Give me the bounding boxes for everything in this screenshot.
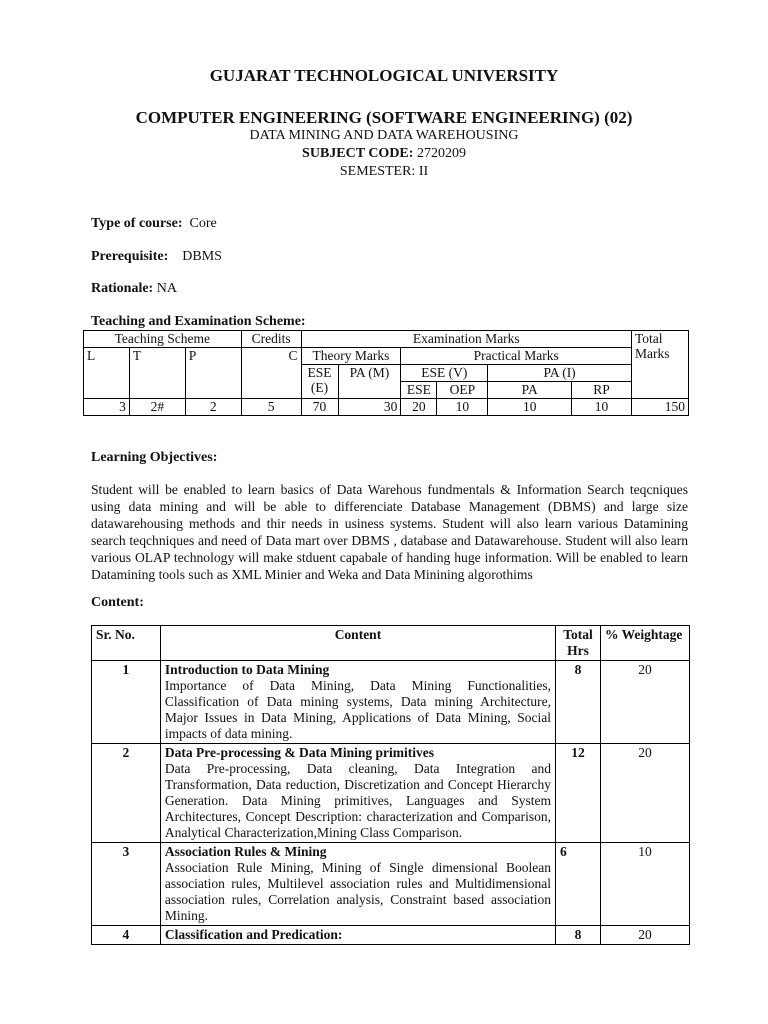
pa-value: 10 (488, 399, 572, 416)
examination-marks-header: Examination Marks (301, 331, 631, 348)
row-weightage: 20 (600, 744, 689, 843)
semester: SEMESTER: II (339, 164, 429, 179)
row-content (160, 843, 555, 926)
scheme-values-row (84, 399, 689, 416)
p-header: P (185, 348, 241, 399)
weightage-header: % Weightage (600, 626, 689, 661)
l-header: L (84, 348, 130, 399)
row-sr-no: 4 (92, 926, 161, 945)
ese-e-header-line2: (E) (310, 380, 329, 395)
row-title: Classification and Predication: (164, 927, 343, 942)
pa-header: PA (488, 382, 572, 399)
table-row (92, 661, 690, 744)
pa-m-header: PA (M) (338, 365, 401, 399)
content-table (91, 625, 690, 945)
objectives-text: Student will be enabled to learn basics of Data Warehous fundmentals & Information Search teqcniques using data mining and will be able to differenciate Database Management (DBMS) and large size datawarehousing methods and thir needs in usiness systems. Student will also learn various Datamining search teqchniques and need of Data mart over DBMS , database and Datawarehouse. Student will also learn various OLAP technology will make stduent capabale of handing huge information. Will be enabled to learn Datamining tools such as XML Minier and Weka and Data Minining algorothims (91, 482, 688, 582)
ese-e-header (301, 365, 338, 399)
row-title: Data Pre-processing & Data Mining primitives (164, 745, 434, 760)
course-type-label: Type of course: (91, 216, 183, 231)
total-marks-header-line2: Marks (634, 346, 670, 361)
content-header-row (92, 626, 690, 661)
theory-marks-header: Theory Marks (301, 348, 401, 365)
row-sr-no: 1 (92, 661, 161, 744)
rp-header: RP (572, 382, 632, 399)
l-value: 3 (84, 399, 130, 416)
ese-v-header: ESE (V) (401, 365, 488, 382)
ese-header: ESE (401, 382, 437, 399)
total-hrs-header-line2: Hrs (567, 643, 589, 658)
university-title: GUJARAT TECHNOLOGICAL UNIVERSITY (209, 66, 559, 85)
row-hrs: 8 (556, 661, 601, 744)
objectives-title: Learning Objectives: (91, 450, 218, 465)
pa-m-value: 30 (338, 399, 401, 416)
sr-no-header: Sr. No. (92, 626, 161, 661)
row-body: Association Rule Mining, Mining of Single dimensional Boolean association rules, Multilevel association rules and Multidimensional association rules, Correlation analysis, Constraint based association Mining. (164, 860, 552, 923)
ese-e-value: 70 (301, 399, 338, 416)
total-value: 150 (631, 399, 688, 416)
subject-name: DATA MINING AND DATA WAREHOUSING (249, 128, 519, 143)
row-title: Introduction to Data Mining (164, 662, 330, 677)
subject-code-line (0, 146, 768, 162)
table-row (92, 926, 690, 945)
row-hrs: 8 (556, 926, 601, 945)
scheme-title: Teaching and Examination Scheme: (91, 314, 306, 329)
content-title: Content: (91, 595, 144, 610)
ese-e-header-line1: ESE (307, 365, 332, 380)
row-weightage: 20 (600, 661, 689, 744)
total-marks-header (631, 331, 688, 399)
t-header: T (129, 348, 185, 399)
row-body: Importance of Data Mining, Data Mining Functionalities, Classification of Data mining systems, Data mining Architecture, Major Issues in Data Mining, Applications of Data Mining, Social impacts of data mining. (164, 678, 552, 741)
p-value: 2 (185, 399, 241, 416)
teaching-exam-scheme-table (83, 330, 689, 416)
row-body: Data Pre-processing, Data cleaning, Data Integration and Transformation, Data reduction, Discretization and Concept Hierarchy Generation. Data Mining primitives, Languages and System Architectures, Concept Description: characterization and Comparison, Analytical Characterization,Mining Class Comparison. (164, 761, 552, 840)
content-header: Content (160, 626, 555, 661)
c-value: 5 (241, 399, 301, 416)
row-weightage: 10 (600, 843, 689, 926)
table-row (92, 744, 690, 843)
total-marks-header-line1: Total (634, 331, 663, 346)
table-row (92, 843, 690, 926)
row-content (160, 661, 555, 744)
course-type-line (91, 216, 217, 232)
row-content (160, 744, 555, 843)
row-sr-no: 2 (92, 744, 161, 843)
prerequisite-label: Prerequisite: (91, 249, 169, 264)
row-weightage: 20 (600, 926, 689, 945)
total-hrs-header (556, 626, 601, 661)
rp-value: 10 (572, 399, 632, 416)
subject-code-value: 2720209 (416, 146, 466, 161)
subject-code-label: SUBJECT CODE: (302, 146, 414, 161)
practical-marks-header: Practical Marks (401, 348, 632, 365)
rationale-label: Rationale: (91, 281, 154, 296)
teaching-scheme-header: Teaching Scheme (84, 331, 242, 348)
c-header: C (241, 348, 301, 399)
pa-i-header: PA (I) (488, 365, 632, 382)
row-hrs: 6 (556, 843, 601, 926)
rationale-value: NA (156, 281, 177, 296)
prerequisite-value: DBMS (182, 249, 222, 264)
scheme-header-row-2 (84, 348, 689, 365)
row-content (160, 926, 555, 945)
rationale-line (91, 281, 177, 297)
row-hrs: 12 (556, 744, 601, 843)
ese-value: 20 (401, 399, 437, 416)
prerequisite-line (91, 249, 222, 265)
course-type-value: Core (189, 216, 217, 231)
row-title: Association Rules & Mining (164, 844, 327, 859)
row-sr-no: 3 (92, 843, 161, 926)
oep-header: OEP (437, 382, 488, 399)
credits-header: Credits (241, 331, 301, 348)
t-value: 2# (129, 399, 185, 416)
scheme-header-row-1 (84, 331, 689, 348)
program-title: COMPUTER ENGINEERING (SOFTWARE ENGINEERING) (02) (135, 108, 633, 127)
total-hrs-header-line1: Total (563, 627, 593, 642)
oep-value: 10 (437, 399, 488, 416)
